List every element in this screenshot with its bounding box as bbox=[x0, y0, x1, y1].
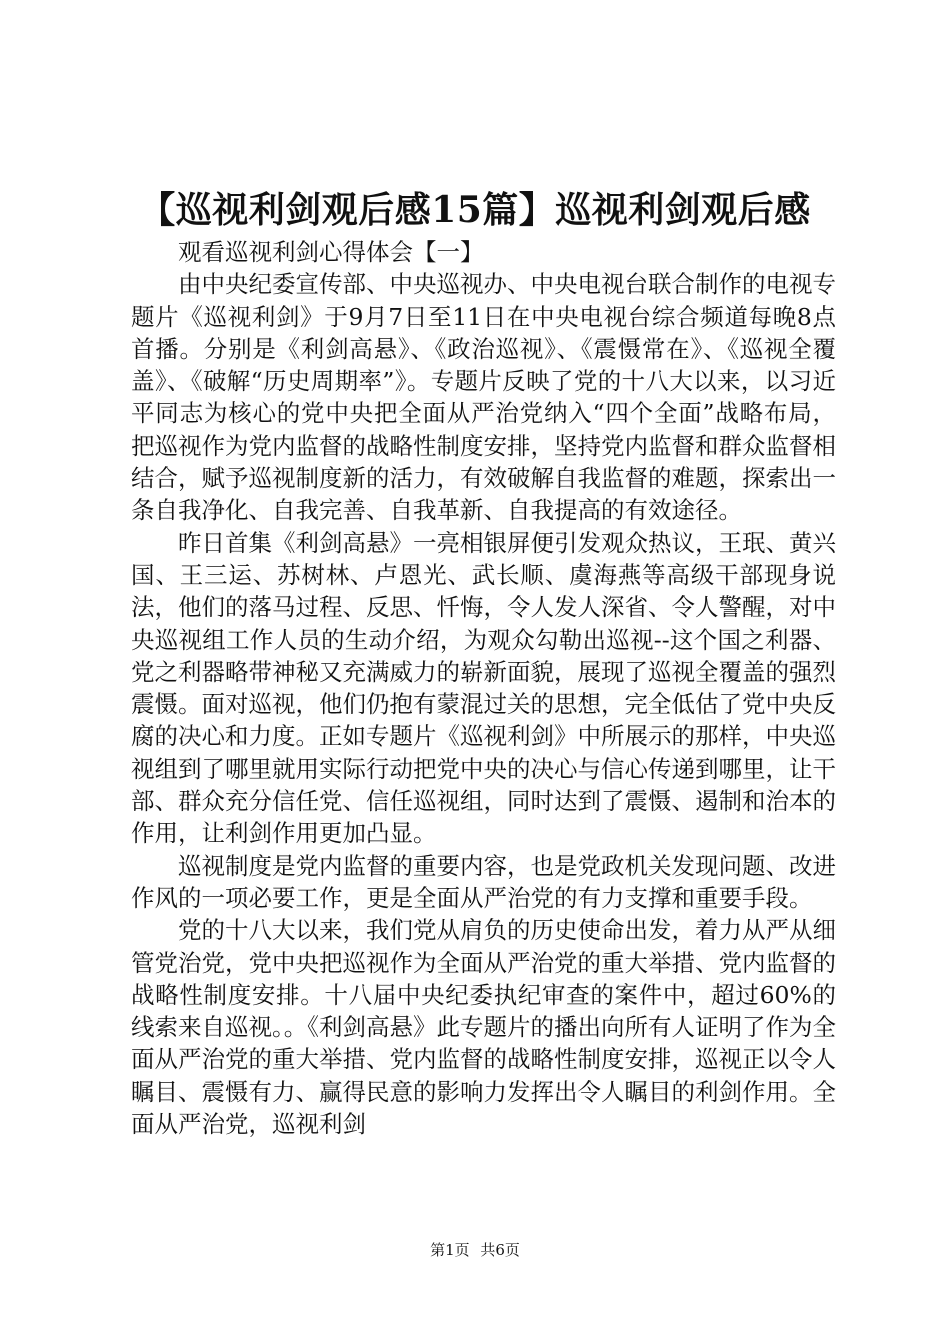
section-subheading: 观看巡视利剑心得体会【一】 bbox=[178, 238, 484, 266]
body-paragraph: 巡视制度是党内监督的重要内容，也是党政机关发现问题、改进作风的一项必要工作，更是全面从严治党的有力支撑和重要手段。 bbox=[131, 851, 836, 912]
body-paragraph: 昨日首集《利剑高悬》一亮相银屏便引发观众热议，王珉、黄兴国、王三运、苏树林、卢恩光、武长顺、虞海燕等高级干部现身说法，他们的落马过程、反思、忏悔，令人发人深省、令人警醒，对中央巡视组工作人员的生动介绍，为观众勾勒出巡视--这个国之利器、党之利器略带神秘又充满威力的崭新面貌，展现了巡视全覆盖的强烈震慑。面对巡视，他们仍抱有蒙混过关的思想，完全低估了党中央反腐的决心和力度。正如专题片《巡视利剑》中所展示的那样，中央巡视组到了哪里就用实际行动把党中央的决心与信心传递到哪里，让干部、群众充分信任党、信任巡视组，同时达到了震慑、遏制和治本的作用，让利剑作用更加凸显。 bbox=[131, 528, 836, 848]
body-paragraph: 由中央纪委宣传部、中央巡视办、中央电视台联合制作的电视专题片《巡视利剑》于9月7日至11日在中央电视台综合频道每晚8点首播。分别是《利剑高悬》、《政治巡视》、《震慑常在》、《巡视全覆盖》、《破解“历史周期率”》。专题片反映了党的十八大以来，以习近平同志为核心的党中央把全面从严治党纳入“四个全面”战略布局，把巡视作为党内监督的战略性制度安排，坚持党内监督和群众监督相结合，赋予巡视制度新的活力，有效破解自我监督的难题，探索出一条自我净化、自我完善、自我革新、自我提高的有效途径。 bbox=[131, 270, 836, 525]
body-paragraph: 党的十八大以来，我们党从肩负的历史使命出发，着力从严从细管党治党，党中央把巡视作为全面从严治党的重大举措、党内监督的战略性制度安排。十八届中央纪委执纪审查的案件中，超过60%的线索来自巡视。。《利剑高悬》此专题片的播出向所有人证明了作为全面从严治党的重大举措、党内监督的战略性制度安排，巡视正以令人瞩目、震慑有力、赢得民意的影响力发挥出令人瞩目的利剑作用。全面从严治党，巡视利剑 bbox=[131, 916, 836, 1139]
page-number: 第1页 bbox=[430, 1241, 470, 1259]
document-title: 【巡视利剑观后感15篇】巡视利剑观后感 bbox=[139, 189, 811, 231]
page-total: 共6页 bbox=[480, 1241, 520, 1259]
page-footer bbox=[0, 1240, 950, 1260]
document-body bbox=[131, 236, 836, 1140]
